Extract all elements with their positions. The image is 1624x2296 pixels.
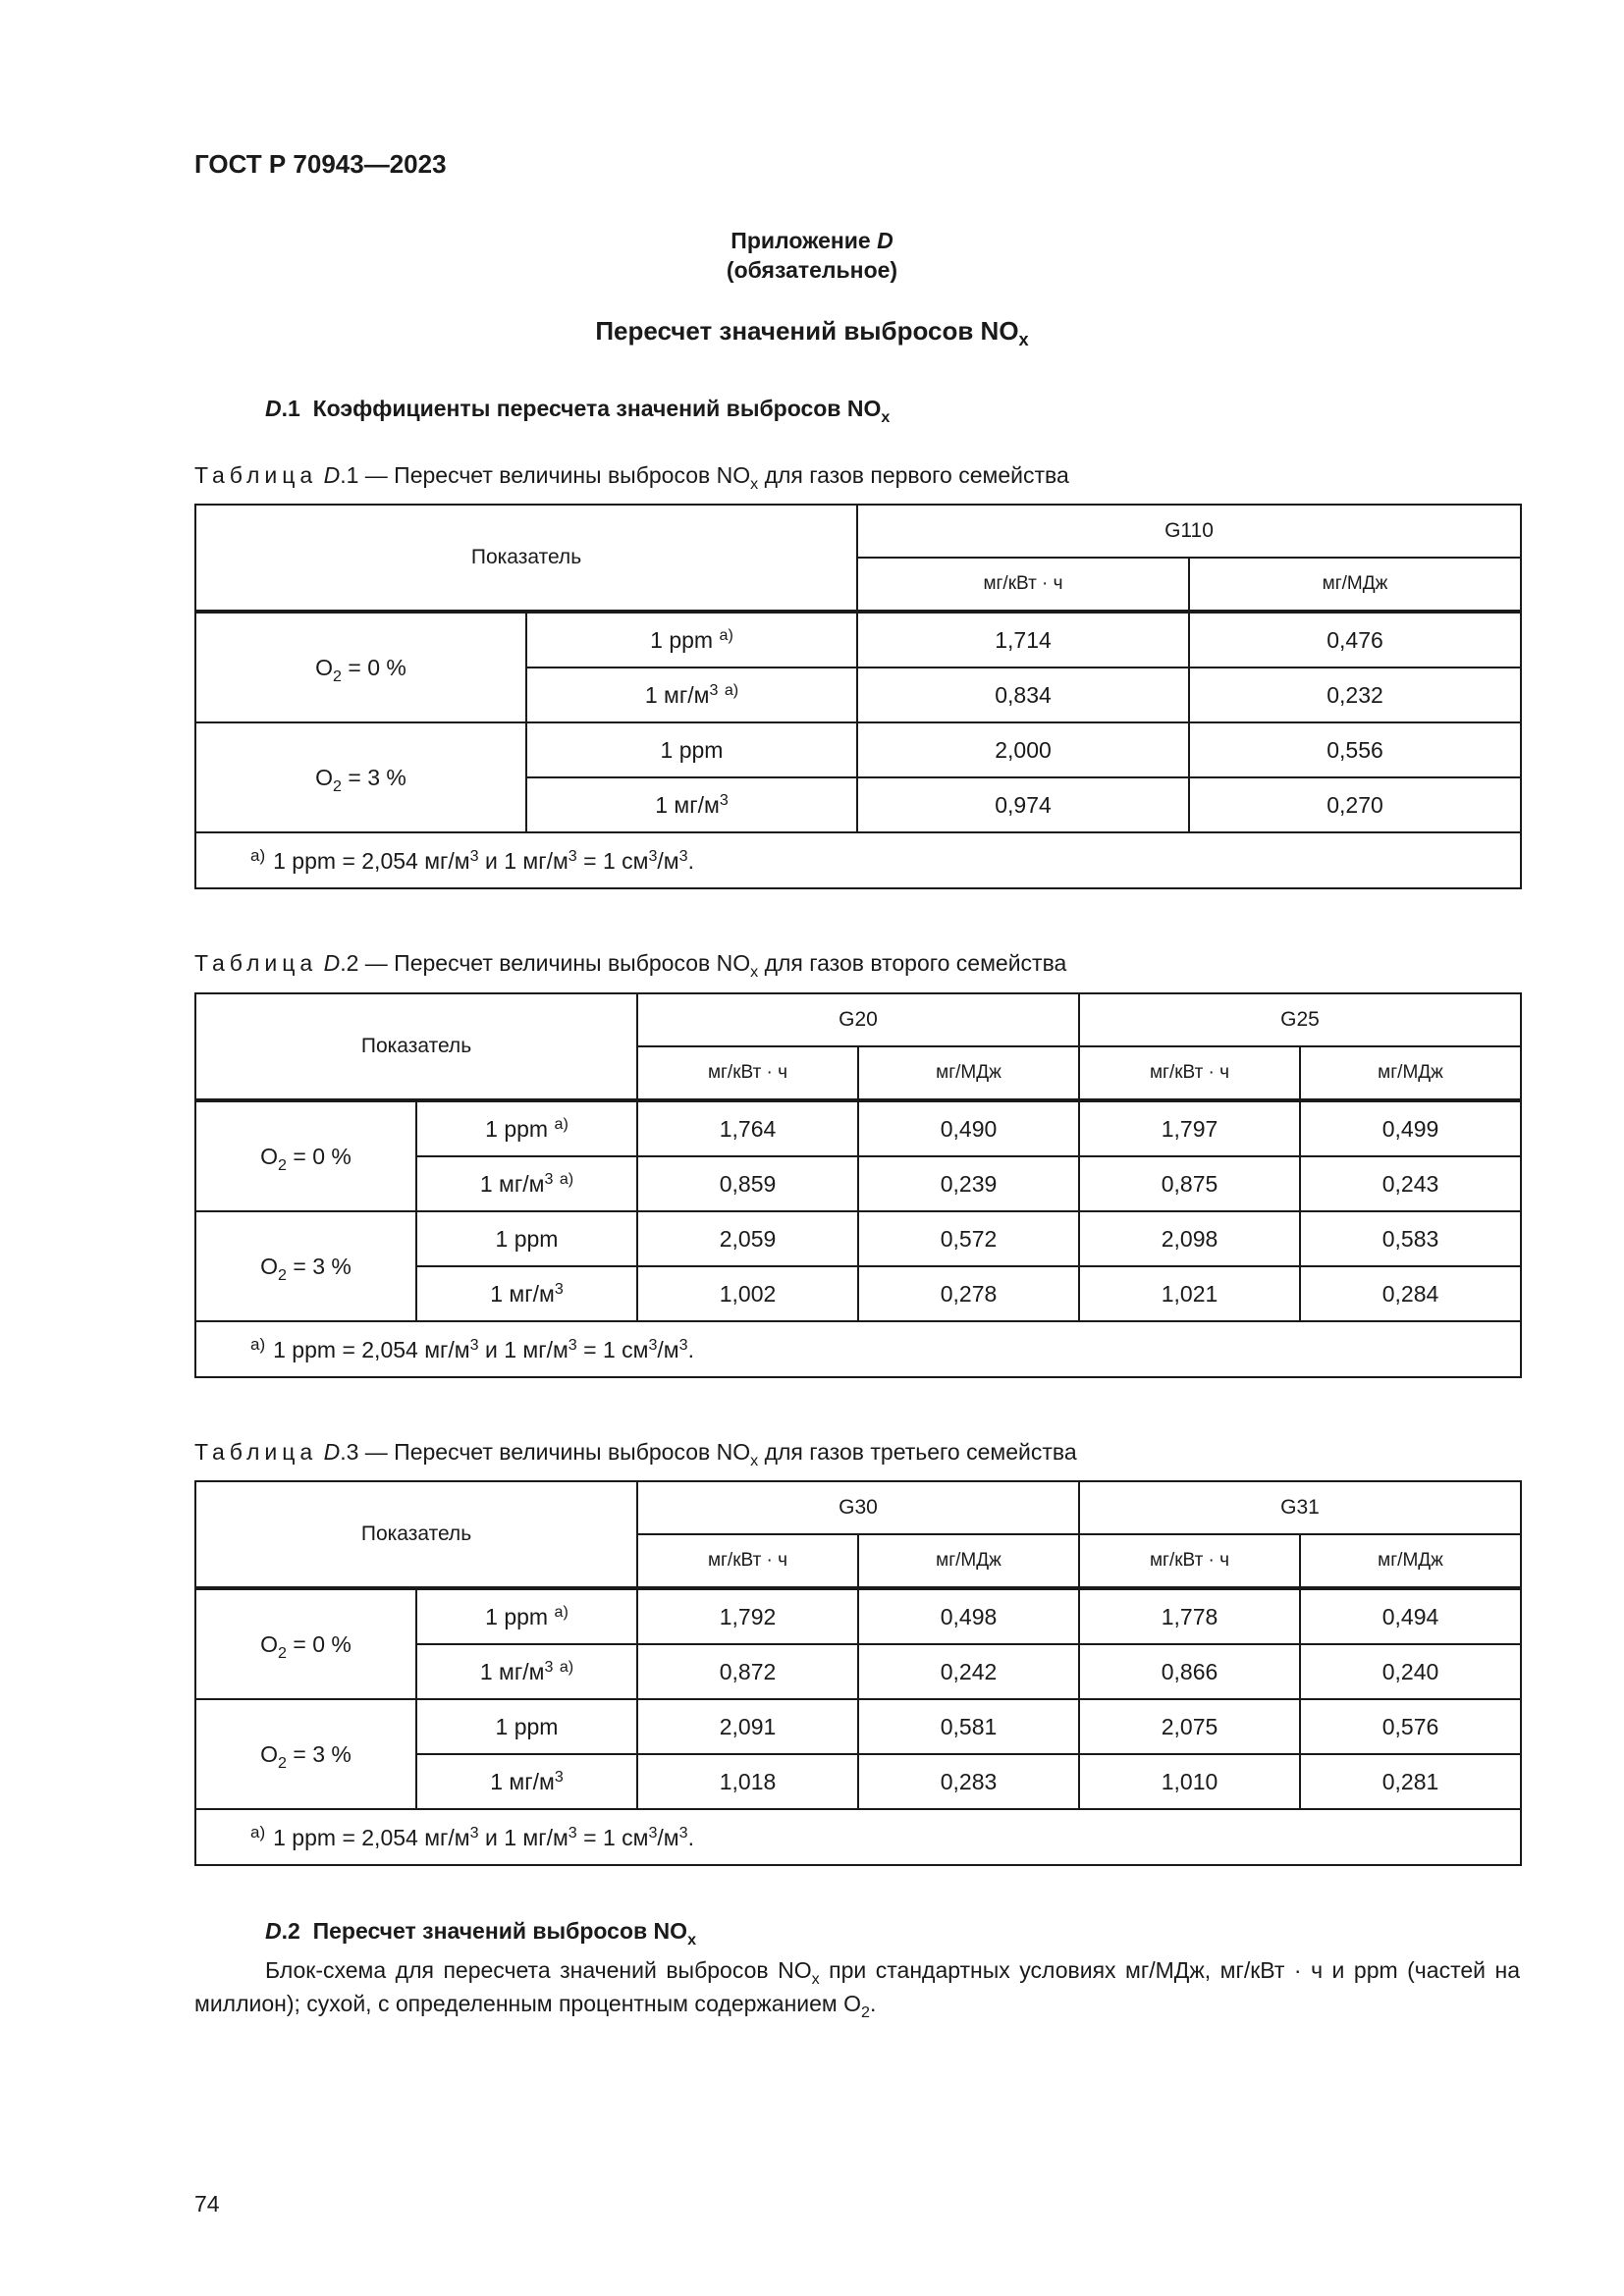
- o2-prefix: O: [315, 764, 334, 790]
- table-cell: 0,283: [858, 1754, 1079, 1809]
- gas-header: G30: [637, 1481, 1079, 1534]
- note-ref: а): [554, 1602, 568, 1621]
- note-text: .: [687, 1337, 694, 1362]
- o2-value: = 3 %: [341, 764, 406, 790]
- table-cell: 0,284: [1300, 1266, 1521, 1321]
- note-ref: а): [559, 1657, 574, 1676]
- o2-sub: 2: [333, 667, 342, 685]
- table-note: [195, 1809, 1521, 1865]
- caption-sub: x: [750, 963, 759, 981]
- o2-value: = 0 %: [341, 654, 406, 680]
- o2-label: [195, 1100, 416, 1211]
- section-d1-heading: [265, 396, 891, 426]
- table-cell: 2,091: [637, 1699, 858, 1754]
- table-cell: 0,974: [857, 777, 1189, 832]
- table-cell: 0,583: [1300, 1211, 1521, 1266]
- note-ref: а): [559, 1169, 574, 1188]
- param-header: Показатель: [195, 1481, 637, 1588]
- o2-sub: 2: [278, 1643, 287, 1662]
- table-d2-caption: [194, 950, 1067, 981]
- mgm3-label: 1 мг/м: [490, 1280, 555, 1307]
- table-cell: 0,581: [858, 1699, 1079, 1754]
- caption-rest: для газов третьего семейства: [758, 1439, 1077, 1465]
- o2-value: = 3 %: [286, 1740, 352, 1767]
- table-cell: 0,576: [1300, 1699, 1521, 1754]
- o2-prefix: O: [260, 1630, 279, 1657]
- section-number-suffix: .2: [281, 1918, 300, 1944]
- cube-sup: 3: [648, 847, 658, 865]
- cube-sup: 3: [544, 1657, 554, 1676]
- o2-prefix: O: [260, 1253, 279, 1279]
- caption-letter: D: [323, 950, 341, 976]
- table-cell: 0,866: [1079, 1644, 1300, 1699]
- unit-label: [416, 1588, 637, 1644]
- table-cell: 1,764: [637, 1100, 858, 1156]
- unit-label: [416, 1644, 637, 1699]
- note-text: /м: [657, 1825, 679, 1850]
- main-title-sub: x: [1018, 330, 1029, 349]
- table-cell: 0,270: [1189, 777, 1521, 832]
- main-title-text: Пересчет значений выбросов NO: [595, 316, 1019, 346]
- cube-sup: 3: [469, 1336, 479, 1354]
- table-cell: 0,232: [1189, 667, 1521, 722]
- table-cell: 1,797: [1079, 1100, 1300, 1156]
- unit-header: мг/кВт · ч: [637, 1046, 858, 1100]
- table-cell: 0,834: [857, 667, 1189, 722]
- caption-sub: x: [750, 475, 759, 493]
- ppm-label: 1 ppm: [485, 1115, 549, 1142]
- cube-sup: 3: [554, 1279, 564, 1298]
- caption-text: — Пересчет величины выбросов NO: [358, 462, 751, 488]
- caption-word: Таблица: [194, 1439, 318, 1465]
- o2-prefix: O: [260, 1740, 279, 1767]
- table-note: [195, 832, 1521, 888]
- caption-number: .2: [340, 950, 359, 976]
- unit-header: мг/кВт · ч: [1079, 1534, 1300, 1588]
- table-cell: 2,098: [1079, 1211, 1300, 1266]
- note-mark: а): [250, 1335, 266, 1354]
- o2-value: = 0 %: [286, 1630, 352, 1657]
- unit-label: [526, 777, 857, 832]
- table-cell: 0,243: [1300, 1156, 1521, 1211]
- unit-header: мг/кВт · ч: [857, 558, 1189, 612]
- o2-value: = 0 %: [286, 1143, 352, 1169]
- page-number: 74: [194, 2191, 220, 2216]
- section-d2-heading: [265, 1918, 697, 1949]
- note-ref: а): [719, 625, 733, 644]
- section-d2-paragraph: [194, 1953, 1520, 2020]
- cube-sup: 3: [678, 847, 688, 865]
- cube-sup: 3: [568, 847, 577, 865]
- mgm3-label: 1 мг/м: [490, 1768, 555, 1794]
- mgm3-label: 1 мг/м: [655, 791, 720, 818]
- note-text: и 1 мг/м: [478, 1337, 568, 1362]
- cube-sup: 3: [648, 1824, 658, 1842]
- table-d1: [194, 504, 1522, 889]
- unit-header: мг/МДж: [858, 1534, 1079, 1588]
- table-cell: 0,499: [1300, 1100, 1521, 1156]
- cube-sup: 3: [469, 847, 479, 865]
- appendix-heading: [0, 226, 1624, 285]
- note-text: = 1 см: [576, 1825, 649, 1850]
- unit-header: мг/МДж: [858, 1046, 1079, 1100]
- table-cell: 0,859: [637, 1156, 858, 1211]
- unit-label: [526, 612, 857, 667]
- o2-label: [195, 1211, 416, 1321]
- para-sub: x: [811, 1970, 820, 1988]
- note-ref: а): [724, 680, 739, 699]
- cube-sup: 3: [568, 1336, 577, 1354]
- main-title: [0, 316, 1624, 347]
- unit-label: [416, 1754, 637, 1809]
- note-text: 1 ppm = 2,054 мг/м: [273, 1337, 470, 1362]
- unit-label: 1 ppm: [416, 1699, 637, 1754]
- note-text: 1 ppm = 2,054 мг/м: [273, 1825, 470, 1850]
- unit-label: [416, 1266, 637, 1321]
- unit-header: мг/кВт · ч: [637, 1534, 858, 1588]
- table-cell: 1,792: [637, 1588, 858, 1644]
- section-title: Коэффициенты пересчета значений выбросов NO: [312, 396, 882, 421]
- note-text: и 1 мг/м: [478, 848, 568, 874]
- o2-sub: 2: [278, 1265, 287, 1284]
- table-cell: 2,075: [1079, 1699, 1300, 1754]
- cube-sup: 3: [678, 1336, 688, 1354]
- table-cell: 0,875: [1079, 1156, 1300, 1211]
- table-cell: 1,778: [1079, 1588, 1300, 1644]
- note-mark: а): [250, 1823, 266, 1842]
- para-text: .: [869, 1991, 877, 2016]
- table-cell: 1,002: [637, 1266, 858, 1321]
- o2-label: [195, 1588, 416, 1699]
- table-note: [195, 1321, 1521, 1377]
- table-cell: 0,498: [858, 1588, 1079, 1644]
- para-text: при стандартных условиях мг/МДж, мг/кВт · ч и ppm (частей на миллион); сухой, с определенным процентным содержанием O: [194, 1957, 1520, 2016]
- table-cell: 0,239: [858, 1156, 1079, 1211]
- cube-sup: 3: [469, 1824, 479, 1842]
- cube-sup: 3: [709, 680, 719, 699]
- table-cell: 0,240: [1300, 1644, 1521, 1699]
- cube-sup: 3: [568, 1824, 577, 1842]
- param-header: Показатель: [195, 993, 637, 1100]
- section-title-sub: x: [687, 1931, 697, 1949]
- note-text: /м: [657, 1337, 679, 1362]
- note-text: .: [687, 1825, 694, 1850]
- unit-header: мг/МДж: [1300, 1046, 1521, 1100]
- mgm3-label: 1 мг/м: [644, 681, 710, 708]
- unit-header: мг/кВт · ч: [1079, 1046, 1300, 1100]
- table-d3: [194, 1480, 1522, 1866]
- unit-label: 1 ppm: [526, 722, 857, 777]
- o2-prefix: O: [260, 1143, 279, 1169]
- cube-sup: 3: [544, 1169, 554, 1188]
- o2-label: [195, 612, 526, 722]
- cube-sup: 3: [648, 1336, 658, 1354]
- unit-label: [526, 667, 857, 722]
- table-cell: 0,572: [858, 1211, 1079, 1266]
- note-text: 1 ppm = 2,054 мг/м: [273, 848, 470, 874]
- section-number: D: [265, 1918, 282, 1944]
- unit-label: 1 ppm: [416, 1211, 637, 1266]
- note-text: и 1 мг/м: [478, 1825, 568, 1850]
- table-cell: 0,278: [858, 1266, 1079, 1321]
- table-cell: 2,059: [637, 1211, 858, 1266]
- table-cell: 0,556: [1189, 722, 1521, 777]
- o2-prefix: O: [315, 654, 334, 680]
- o2-sub: 2: [333, 776, 342, 795]
- section-title-sub: x: [881, 408, 891, 426]
- cube-sup: 3: [554, 1767, 564, 1786]
- section-number-suffix: .1: [281, 396, 300, 421]
- note-mark: а): [250, 846, 266, 865]
- note-text: = 1 см: [576, 848, 649, 874]
- o2-label: [195, 722, 526, 832]
- cube-sup: 3: [719, 790, 729, 809]
- o2-value: = 3 %: [286, 1253, 352, 1279]
- unit-label: [416, 1100, 637, 1156]
- caption-rest: для газов первого семейства: [758, 462, 1069, 488]
- unit-header: мг/МДж: [1189, 558, 1521, 612]
- caption-word: Таблица: [194, 950, 318, 976]
- gas-header: G31: [1079, 1481, 1521, 1534]
- table-cell: 1,714: [857, 612, 1189, 667]
- caption-number: .1: [340, 462, 359, 488]
- unit-header: мг/МДж: [1300, 1534, 1521, 1588]
- table-cell: 0,476: [1189, 612, 1521, 667]
- para-text: Блок-схема для пересчета значений выбросов NO: [265, 1957, 812, 1983]
- caption-word: Таблица: [194, 462, 318, 488]
- ppm-label: 1 ppm: [650, 626, 714, 653]
- o2-sub: 2: [278, 1155, 287, 1174]
- appendix-status: (обязательное): [726, 257, 898, 283]
- para-sub: 2: [861, 2003, 870, 2021]
- caption-rest: для газов второго семейства: [758, 950, 1067, 976]
- gas-header: G25: [1079, 993, 1521, 1046]
- table-cell: 0,872: [637, 1644, 858, 1699]
- caption-letter: D: [323, 462, 341, 488]
- gas-header: G110: [857, 505, 1521, 558]
- note-text: .: [687, 848, 694, 874]
- unit-label: [416, 1156, 637, 1211]
- caption-number: .3: [340, 1439, 359, 1465]
- table-d3-caption: [194, 1439, 1077, 1469]
- o2-sub: 2: [278, 1753, 287, 1772]
- table-cell: 1,018: [637, 1754, 858, 1809]
- table-cell: 2,000: [857, 722, 1189, 777]
- table-cell: 0,281: [1300, 1754, 1521, 1809]
- table-cell: 0,490: [858, 1100, 1079, 1156]
- table-cell: 1,010: [1079, 1754, 1300, 1809]
- table-cell: 1,021: [1079, 1266, 1300, 1321]
- section-title: Пересчет значений выбросов NO: [312, 1918, 688, 1944]
- table-d2: [194, 992, 1522, 1378]
- gas-header: G20: [637, 993, 1079, 1046]
- cube-sup: 3: [678, 1824, 688, 1842]
- caption-sub: x: [750, 1452, 759, 1469]
- table-d1-caption: [194, 462, 1069, 493]
- table-cell: 0,494: [1300, 1588, 1521, 1644]
- caption-text: — Пересчет величины выбросов NO: [358, 950, 751, 976]
- table-cell: 0,242: [858, 1644, 1079, 1699]
- ppm-label: 1 ppm: [485, 1603, 549, 1629]
- param-header: Показатель: [195, 505, 857, 612]
- note-text: /м: [657, 848, 679, 874]
- o2-label: [195, 1699, 416, 1809]
- mgm3-label: 1 мг/м: [479, 1658, 545, 1684]
- appendix-title-prefix: Приложение: [731, 228, 878, 253]
- section-number: D: [265, 396, 282, 421]
- appendix-letter: D: [877, 228, 893, 253]
- mgm3-label: 1 мг/м: [479, 1170, 545, 1197]
- document-header: ГОСТ Р 70943—2023: [194, 149, 447, 179]
- caption-letter: D: [323, 1439, 341, 1465]
- note-ref: а): [554, 1114, 568, 1133]
- caption-text: — Пересчет величины выбросов NO: [358, 1439, 751, 1465]
- note-text: = 1 см: [576, 1337, 649, 1362]
